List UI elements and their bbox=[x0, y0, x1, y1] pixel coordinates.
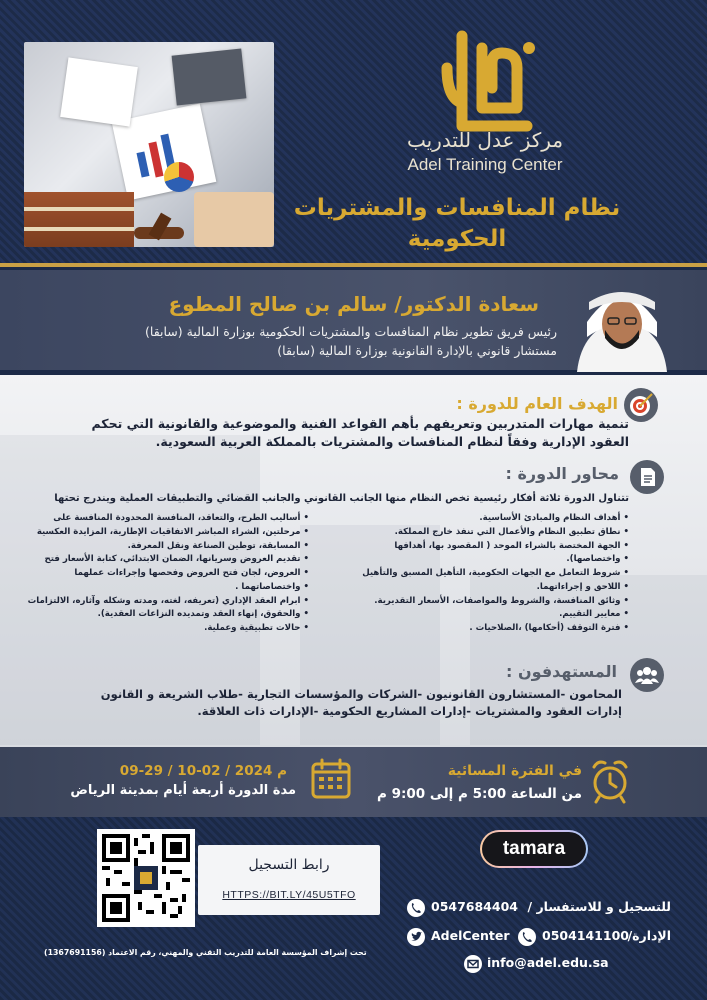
registration-phone[interactable]: 0547684404 bbox=[431, 899, 518, 914]
target-icon bbox=[624, 388, 658, 422]
phone-icon bbox=[518, 928, 536, 946]
header-photo bbox=[24, 42, 274, 247]
list-item: • الجهة المختصة بالشراء الموحد ( المقصود بها، أهدافها bbox=[309, 540, 629, 554]
twitter-handle[interactable]: AdelCenter bbox=[431, 928, 510, 943]
registration-title: رابط التسجيل bbox=[248, 857, 330, 873]
registration-card bbox=[198, 845, 380, 915]
axes-list-left bbox=[9, 512, 309, 636]
admin-label: الإدارة/ bbox=[627, 928, 671, 943]
list-item: • حالات تطبيقية وعملية. bbox=[9, 622, 309, 636]
goal-title: الهدف العام للدورة : bbox=[456, 394, 618, 413]
twitter-icon bbox=[407, 928, 425, 946]
targets-title: المستهدفون : bbox=[506, 662, 617, 681]
list-item: • أساليب الطرح، والتعاقد، المنافسة المحدودة المنافسة على bbox=[9, 512, 309, 526]
dates: 09-29 / 10-02 / 2024 م bbox=[119, 763, 287, 779]
presenter-role-line2: مستشار قانوني بالإدارة القانونية بوزارة المالية (سابقا) bbox=[277, 342, 557, 358]
axes-list-right bbox=[309, 512, 629, 636]
alarm-clock-icon bbox=[588, 757, 632, 805]
list-item: • معايير التقييم. bbox=[309, 608, 629, 622]
list-item: • نطاق تطبيق النظام والأعمال التي تنفذ خارج المملكة. bbox=[309, 526, 629, 540]
presenter-portrait-icon bbox=[567, 272, 677, 372]
list-item: • اللاحق و إجراءاتهما. bbox=[309, 581, 629, 595]
admin-phone[interactable]: 0504141100 bbox=[542, 928, 629, 943]
list-item: • تقديم العروض وسريانها، الضمان الابتدائي، كتابة الأسعار فتح bbox=[9, 553, 309, 567]
presenter-role bbox=[145, 323, 557, 361]
duration: مدة الدورة أربعة أيام بمدينة الرياض bbox=[70, 783, 296, 798]
divider bbox=[0, 263, 707, 267]
tamara-logo: tamara bbox=[482, 832, 586, 866]
list-item: • مرحلتين، الشراء المباشر الاتفاقيات الإطارية، المزايدة العكسية bbox=[9, 526, 309, 540]
list-item: • وثائق المنافسة، والشروط والمواصفات، الأسعار التقديرية. bbox=[309, 595, 629, 609]
list-item: • واختصاصها). bbox=[309, 553, 629, 567]
qr-code-icon bbox=[102, 834, 190, 922]
presenter-name: سعادة الدكتور/ سالم بن صالح المطوع bbox=[168, 292, 539, 316]
hours: من الساعة 5:00 م إلى 9:00 م bbox=[377, 786, 582, 802]
email-address[interactable]: info@adel.edu.sa bbox=[487, 955, 609, 970]
adel-logo-icon bbox=[432, 28, 542, 138]
registration-link[interactable]: HTTPS://BIT.LY/45U5TFO bbox=[222, 889, 356, 901]
brand-name-en: Adel Training Center bbox=[407, 155, 563, 174]
calendar-icon bbox=[309, 757, 353, 801]
goal-text: تنمية مهارات المتدربين وتعريفهم بأهم القواعد الفنية والموضوعية والقانونية التي تحكم العقود الإدارية وفقاً لنظام المنافسات والمشتريات بالمملكة العربية السعودية. bbox=[91, 416, 629, 450]
registration-qr-code[interactable] bbox=[97, 829, 195, 927]
accreditation-note: تحت إشراف المؤسسة العامة للتدريب التقني والمهني، رقم الاعتماد (1367691156) bbox=[44, 948, 367, 957]
list-item: • والحقوق، إنهاء العقد وتمديده النزاعات العقدية). bbox=[9, 608, 309, 622]
presenter-photo bbox=[567, 272, 677, 372]
course-title-line2: الحكومية bbox=[407, 226, 507, 253]
presenter-role-line1: رئيس فريق تطوير نظام المنافسات والمشتريات الحكومية بوزارة المالية (سابقا) bbox=[145, 324, 557, 339]
people-icon bbox=[630, 658, 664, 692]
course-title-line1: نظام المنافسات والمشتريات bbox=[293, 195, 621, 221]
tamara-badge bbox=[480, 830, 588, 868]
list-item: • المسابقة، توطين الصناعة ونقل المعرفة. bbox=[9, 540, 309, 554]
list-item: • شروط التعامل مع الجهات الحكومية، التأهيل المسبق والتأهيل bbox=[309, 567, 629, 581]
list-item: • فترة التوقف (أحكامها) ،الصلاحيات . bbox=[309, 622, 629, 636]
axes-title: محاور الدورة : bbox=[505, 464, 619, 483]
list-item: • العروض، لجان فتح العروض وفحصها وإجراءات عملهما bbox=[9, 567, 309, 581]
list-item: • ابرام العقد الإداري (تعريفه، لغته، ومدته وشكله وآثاره، الالتزامات bbox=[9, 595, 309, 609]
targets-text: المحامون -المستشارون القانونيون -الشركات والمؤسسات التجارية -طلاب الشريعة و القانون إدارات العقود والمشتريات -إدارات المشاريع الحكومية -الإدارات ذات العلاقة. bbox=[100, 687, 622, 718]
brand-name-ar: مركز عدل للتدريب bbox=[406, 128, 564, 152]
email-icon bbox=[464, 955, 482, 973]
phone-icon bbox=[407, 899, 425, 917]
list-item: • واختصاصاتهما . bbox=[9, 581, 309, 595]
registration-label: للتسجيل و للاستفسار / bbox=[527, 899, 671, 914]
period-title: في الفترة المسائية bbox=[447, 763, 582, 779]
axes-intro: تتناول الدورة ثلاثة أفكار رئيسية تخص النظام منها الجانب القانوني والجانب القضائي والتطبيقات العملية ويندرج تحتها bbox=[54, 493, 629, 504]
list-item: • أهداف النظام والمبادئ الأساسية. bbox=[309, 512, 629, 526]
course-title bbox=[277, 193, 637, 255]
document-icon bbox=[630, 460, 664, 494]
